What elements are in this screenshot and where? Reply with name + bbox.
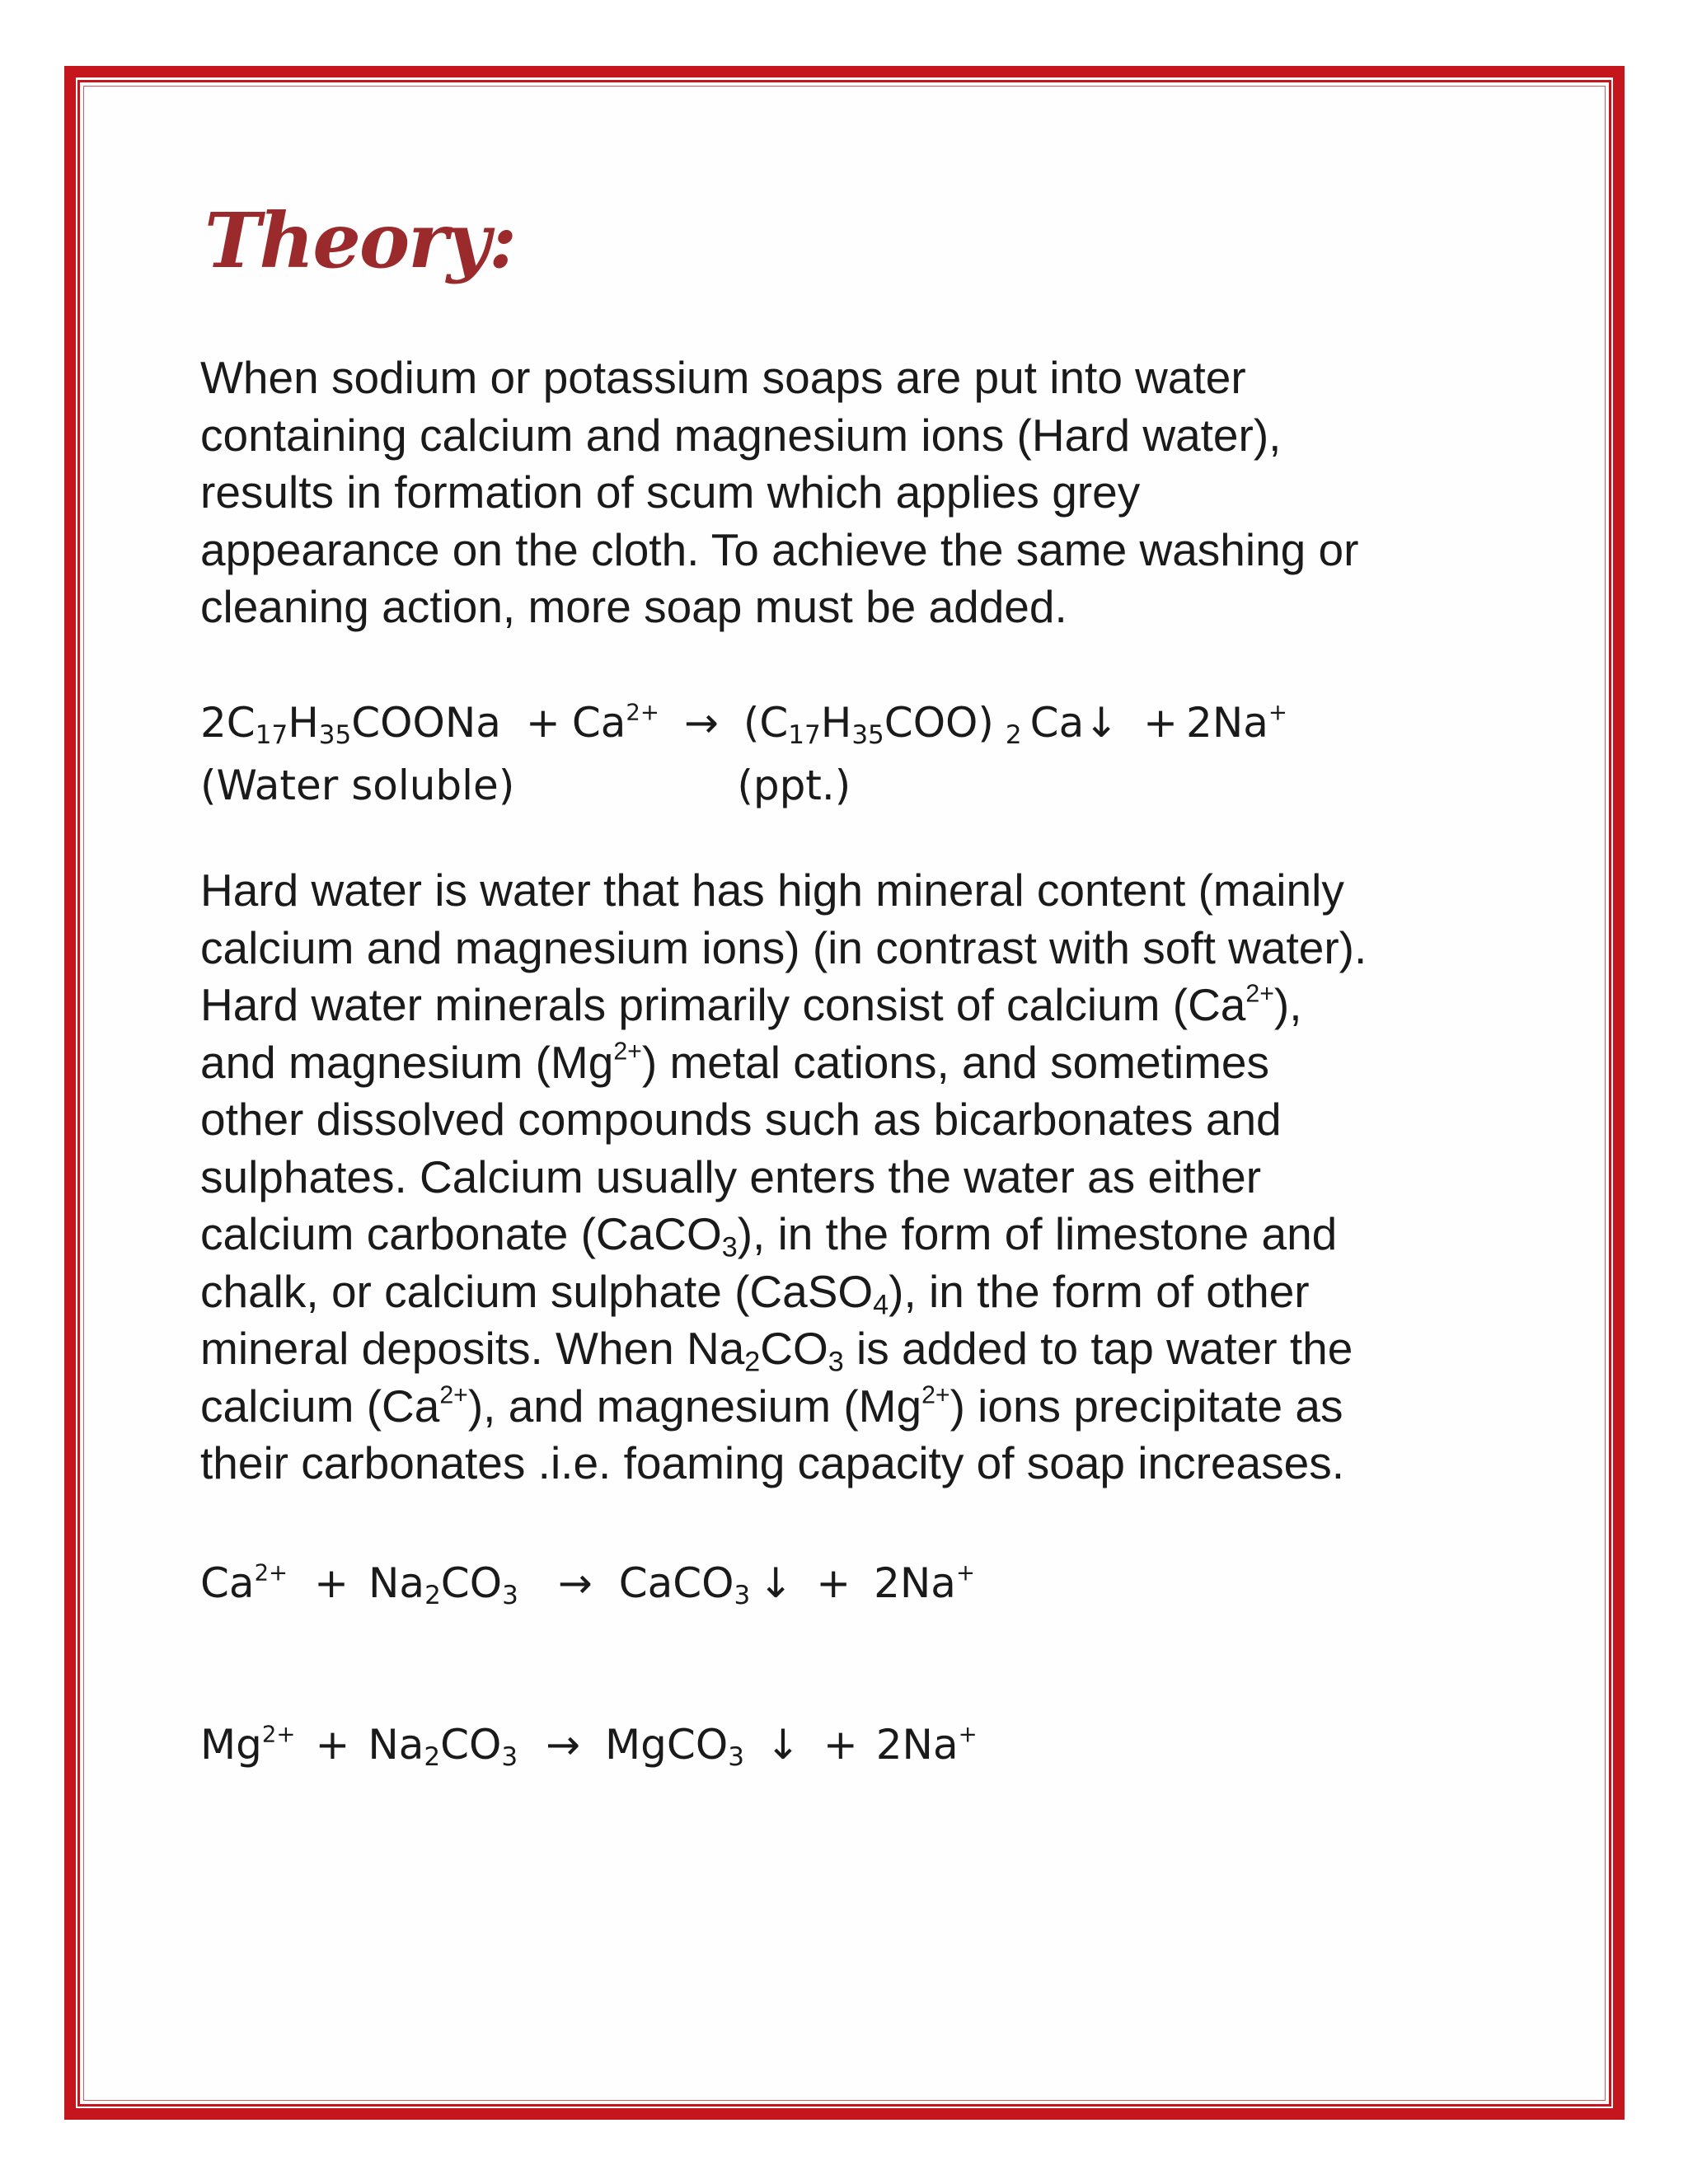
eq-superscript: 2+ <box>261 1721 296 1748</box>
superscript: 2+ <box>613 1037 642 1065</box>
eq-subscript: 2 <box>1005 719 1022 750</box>
paragraph-line <box>200 1378 1585 1436</box>
precipitate-label: (ppt.) <box>737 762 851 809</box>
eq-term: CO <box>440 1559 503 1607</box>
water-soluble-label: (Water soluble) <box>200 762 515 809</box>
eq-term: 2Na <box>875 1721 959 1769</box>
precipitate-arrow-icon: ↓ <box>765 1721 800 1769</box>
paragraph-line: sulphates. Calcium usually enters the water as either <box>200 1151 1262 1202</box>
eq-term: CO <box>440 1721 502 1769</box>
paragraph-line: When sodium or potassium soaps are put into water <box>200 352 1246 403</box>
eq-term: COO) <box>884 699 994 747</box>
eq-term: 2Na <box>874 1559 956 1607</box>
eq-term: CaCO <box>618 1559 734 1607</box>
text-segment: ) ions precipitate as <box>950 1380 1343 1432</box>
eq-subscript: 17 <box>255 719 288 750</box>
paragraph-line: their carbonates .i.e. foaming capacity of soap increases. <box>200 1437 1344 1488</box>
eq-subscript: 2 <box>424 1741 441 1772</box>
intro-paragraph <box>200 349 1585 636</box>
text-segment: ), <box>1273 979 1302 1030</box>
paragraph-line <box>200 1206 1585 1263</box>
paragraph-line <box>200 977 1585 1034</box>
eq-superscript: 2+ <box>626 699 659 726</box>
eq-term: Ca <box>1029 699 1085 747</box>
paragraph-line <box>200 1320 1585 1378</box>
eq-subscript: 3 <box>502 1580 518 1610</box>
eq-term: H <box>288 699 319 747</box>
text-segment: CO <box>760 1323 828 1374</box>
paragraph-line: results in formation of scum which applies grey <box>200 466 1141 518</box>
precipitate-arrow-icon: ↓ <box>758 1559 794 1607</box>
paragraph-line: containing calcium and magnesium ions (Hard water), <box>200 409 1282 461</box>
superscript: 2+ <box>439 1380 468 1408</box>
paragraph-line: appearance on the cloth. To achieve the same washing or <box>200 523 1359 575</box>
subscript: 3 <box>828 1346 844 1378</box>
reaction-arrow-icon: → <box>683 699 719 747</box>
reaction-arrow-icon: → <box>557 1559 593 1607</box>
reaction-arrow-icon: → <box>546 1721 581 1769</box>
eq-term: Na <box>368 1559 425 1607</box>
subscript: 2 <box>744 1346 761 1378</box>
eq-superscript: + <box>1268 699 1287 726</box>
eq-superscript: + <box>955 1559 975 1586</box>
paragraph-line: cleaning action, more soap must be added. <box>200 581 1067 632</box>
eq-subscript: 3 <box>728 1741 744 1772</box>
magnesium-precipitation-equation <box>200 1721 978 1772</box>
text-segment: ) metal cations, and sometimes <box>641 1036 1269 1088</box>
eq-subscript: 2 <box>424 1580 441 1610</box>
eq-superscript: + <box>958 1721 978 1748</box>
eq-term: COONa <box>351 699 501 747</box>
page-title: Theory: <box>204 196 516 285</box>
paragraph-line: Hard water is water that has high mineral content (mainly <box>200 865 1344 916</box>
paragraph-line <box>200 1034 1585 1092</box>
eq-plus: + <box>823 1721 858 1769</box>
text-segment: ), and magnesium (Mg <box>467 1380 922 1432</box>
text-segment: chalk, or calcium sulphate (CaSO <box>200 1265 874 1317</box>
eq-subscript: 35 <box>851 719 884 750</box>
eq-subscript: 17 <box>788 719 821 750</box>
eq-term: Ca <box>200 1559 255 1607</box>
equation-labels <box>200 762 851 809</box>
eq-plus: + <box>314 1559 349 1607</box>
eq-plus: + <box>315 1721 350 1769</box>
paragraph-line: calcium and magnesium ions) (in contrast with soft water). <box>200 921 1367 973</box>
eq-term: MgCO <box>605 1721 729 1769</box>
text-segment: ), in the form of other <box>889 1265 1310 1317</box>
eq-plus: + <box>1143 699 1179 747</box>
eq-term: Ca <box>571 699 626 747</box>
text-segment: and magnesium (Mg <box>200 1036 614 1088</box>
calcium-precipitation-equation <box>200 1559 975 1610</box>
text-segment: calcium (Ca <box>200 1380 440 1432</box>
eq-term: Na <box>368 1721 424 1769</box>
eq-subscript: 3 <box>734 1580 751 1610</box>
eq-term: Mg <box>200 1721 262 1769</box>
paragraph-line: other dissolved compounds such as bicarbonates and <box>200 1094 1282 1145</box>
eq-term: 2C <box>200 699 256 747</box>
hard-water-paragraph <box>200 862 1585 1493</box>
text-segment: mineral deposits. When Na <box>200 1323 745 1374</box>
paragraph-line <box>200 1263 1585 1321</box>
eq-term: 2Na <box>1186 699 1268 747</box>
superscript: 2+ <box>921 1380 950 1408</box>
text-segment: ), in the form of limestone and <box>737 1208 1338 1259</box>
eq-plus: + <box>816 1559 851 1607</box>
eq-subscript: 35 <box>318 719 352 750</box>
soap-scum-equation <box>200 699 1287 750</box>
eq-subscript: 3 <box>501 1741 518 1772</box>
subscript: 4 <box>873 1289 889 1321</box>
precipitate-arrow-icon: ↓ <box>1084 699 1119 747</box>
eq-superscript: 2+ <box>254 1559 288 1586</box>
eq-term: H <box>820 699 852 747</box>
subscript: 3 <box>721 1231 738 1263</box>
eq-plus: + <box>525 699 560 747</box>
eq-term: (C <box>743 699 789 747</box>
text-segment: is added to tap water the <box>843 1323 1353 1374</box>
text-segment: calcium carbonate (CaCO <box>200 1208 722 1259</box>
superscript: 2+ <box>1245 980 1274 1008</box>
text-segment: Hard water minerals primarily consist of calcium (Ca <box>200 979 1246 1030</box>
